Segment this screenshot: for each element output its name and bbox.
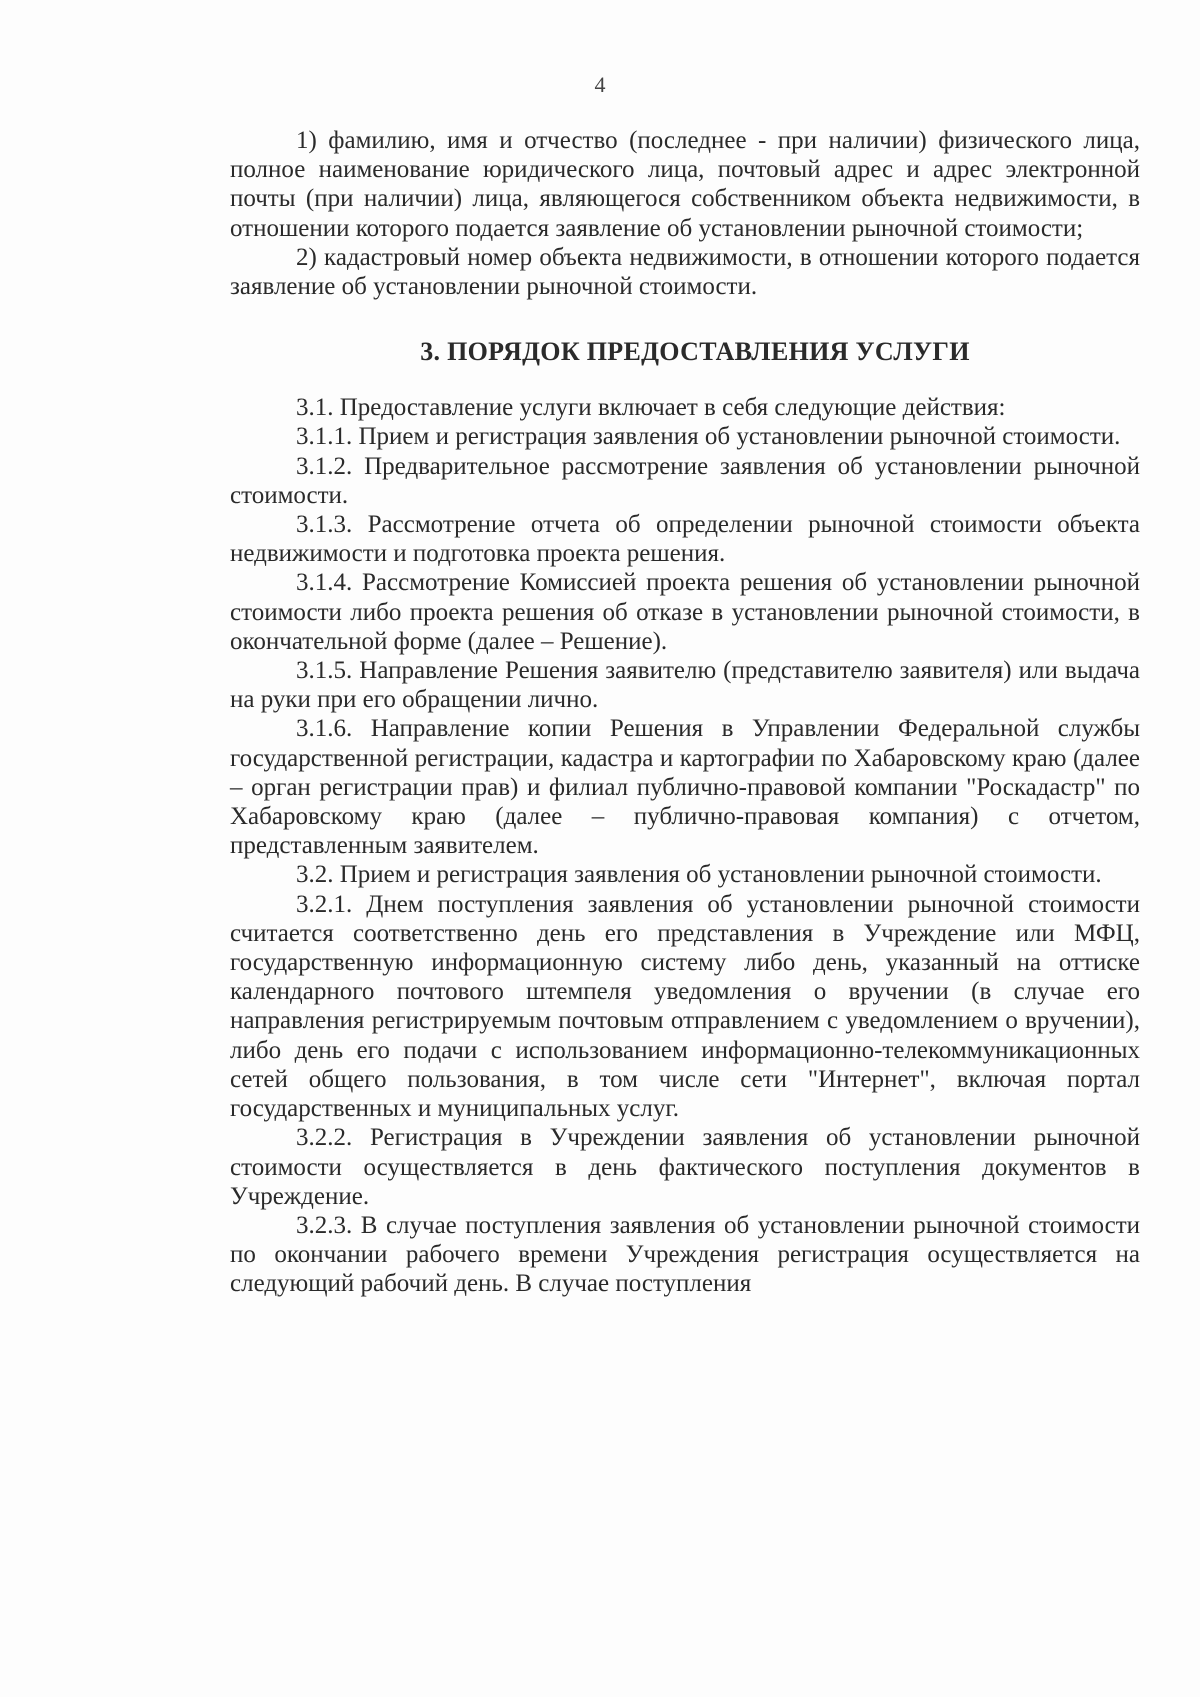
section-paragraph: 3.2. Прием и регистрация заявления об установлении рыночной стоимости. [296, 861, 1102, 889]
section-title: 3. ПОРЯДОК ПРЕДОСТАВЛЕНИЯ УСЛУГИ [420, 337, 970, 367]
section-paragraph: 3.2.1. Днем поступления заявления об установлении рыночной стоимости считается соответственно день его представления в Учреждение или МФЦ, государственную информационную систему либо день, указанный на оттиске календарного почтового штемпеля уведомления о вручении (в случае его направления регистрируемым почтовым отправлением с уведомлением о вручении), либо день его подачи с использованием информационно-телекоммуникационных сетей общего пользования, в том числе сети "Интернет", включая портал государственных и муниципальных услуг. [230, 890, 1140, 1123]
section-paragraph: 3.1.1. Прием и регистрация заявления об установлении рыночной стоимости. [296, 423, 1121, 451]
section-paragraph: 3.1.2. Предварительное рассмотрение заявления об установлении рыночной стоимости. [230, 452, 1140, 509]
intro-item: 2) кадастровый номер объекта недвижимости, в отношении которого подается заявление об установлении рыночной стоимости. [230, 243, 1140, 301]
document-body [230, 126, 1140, 1299]
section-paragraph: 3.1.4. Рассмотрение Комиссией проекта решения об установлении рыночной стоимости либо проекта решения об отказе в установлении рыночной стоимости, в окончательной форме (далее – Решение). [230, 569, 1140, 655]
section-paragraph: 3.2.3. В случае поступления заявления об установлении рыночной стоимости по окончании рабочего времени Учреждения регистрация осуществляется на следующий рабочий день. В случае поступления [230, 1211, 1140, 1298]
section-paragraph: 3.1.6. Направление копии Решения в Управлении Федеральной службы государственной регистрации, кадастра и картографии по Хабаровскому краю (далее – орган регистрации прав) и филиал публично-правовой компании "Роскадастр" по Хабаровскому краю (далее – публично-правовая компания) с отчетом, представленным заявителем. [230, 715, 1140, 860]
section-paragraph: 3.1. Предоставление услуги включает в себя следующие действия: [296, 394, 1006, 422]
section-paragraph: 3.1.5. Направление Решения заявителю (представителю заявителя) или выдача на руки при его обращении лично. [230, 657, 1140, 714]
intro-item: 1) фамилию, имя и отчество (последнее - при наличии) физического лица, полное наименование юридического лица, почтовый адрес и адрес электронной почты (при наличии) лица, являющегося собственником объекта недвижимости, в отношении которого подается заявление об установлении рыночной стоимости; [230, 127, 1140, 242]
page-number: 4 [594, 72, 606, 97]
section-paragraph: 3.1.3. Рассмотрение отчета об определении рыночной стоимости объекта недвижимости и подготовка проекта решения. [230, 511, 1140, 568]
section-paragraph: 3.2.2. Регистрация в Учреждении заявления об установлении рыночной стоимости осуществляется в день фактического поступления документов в Учреждение. [230, 1124, 1140, 1210]
